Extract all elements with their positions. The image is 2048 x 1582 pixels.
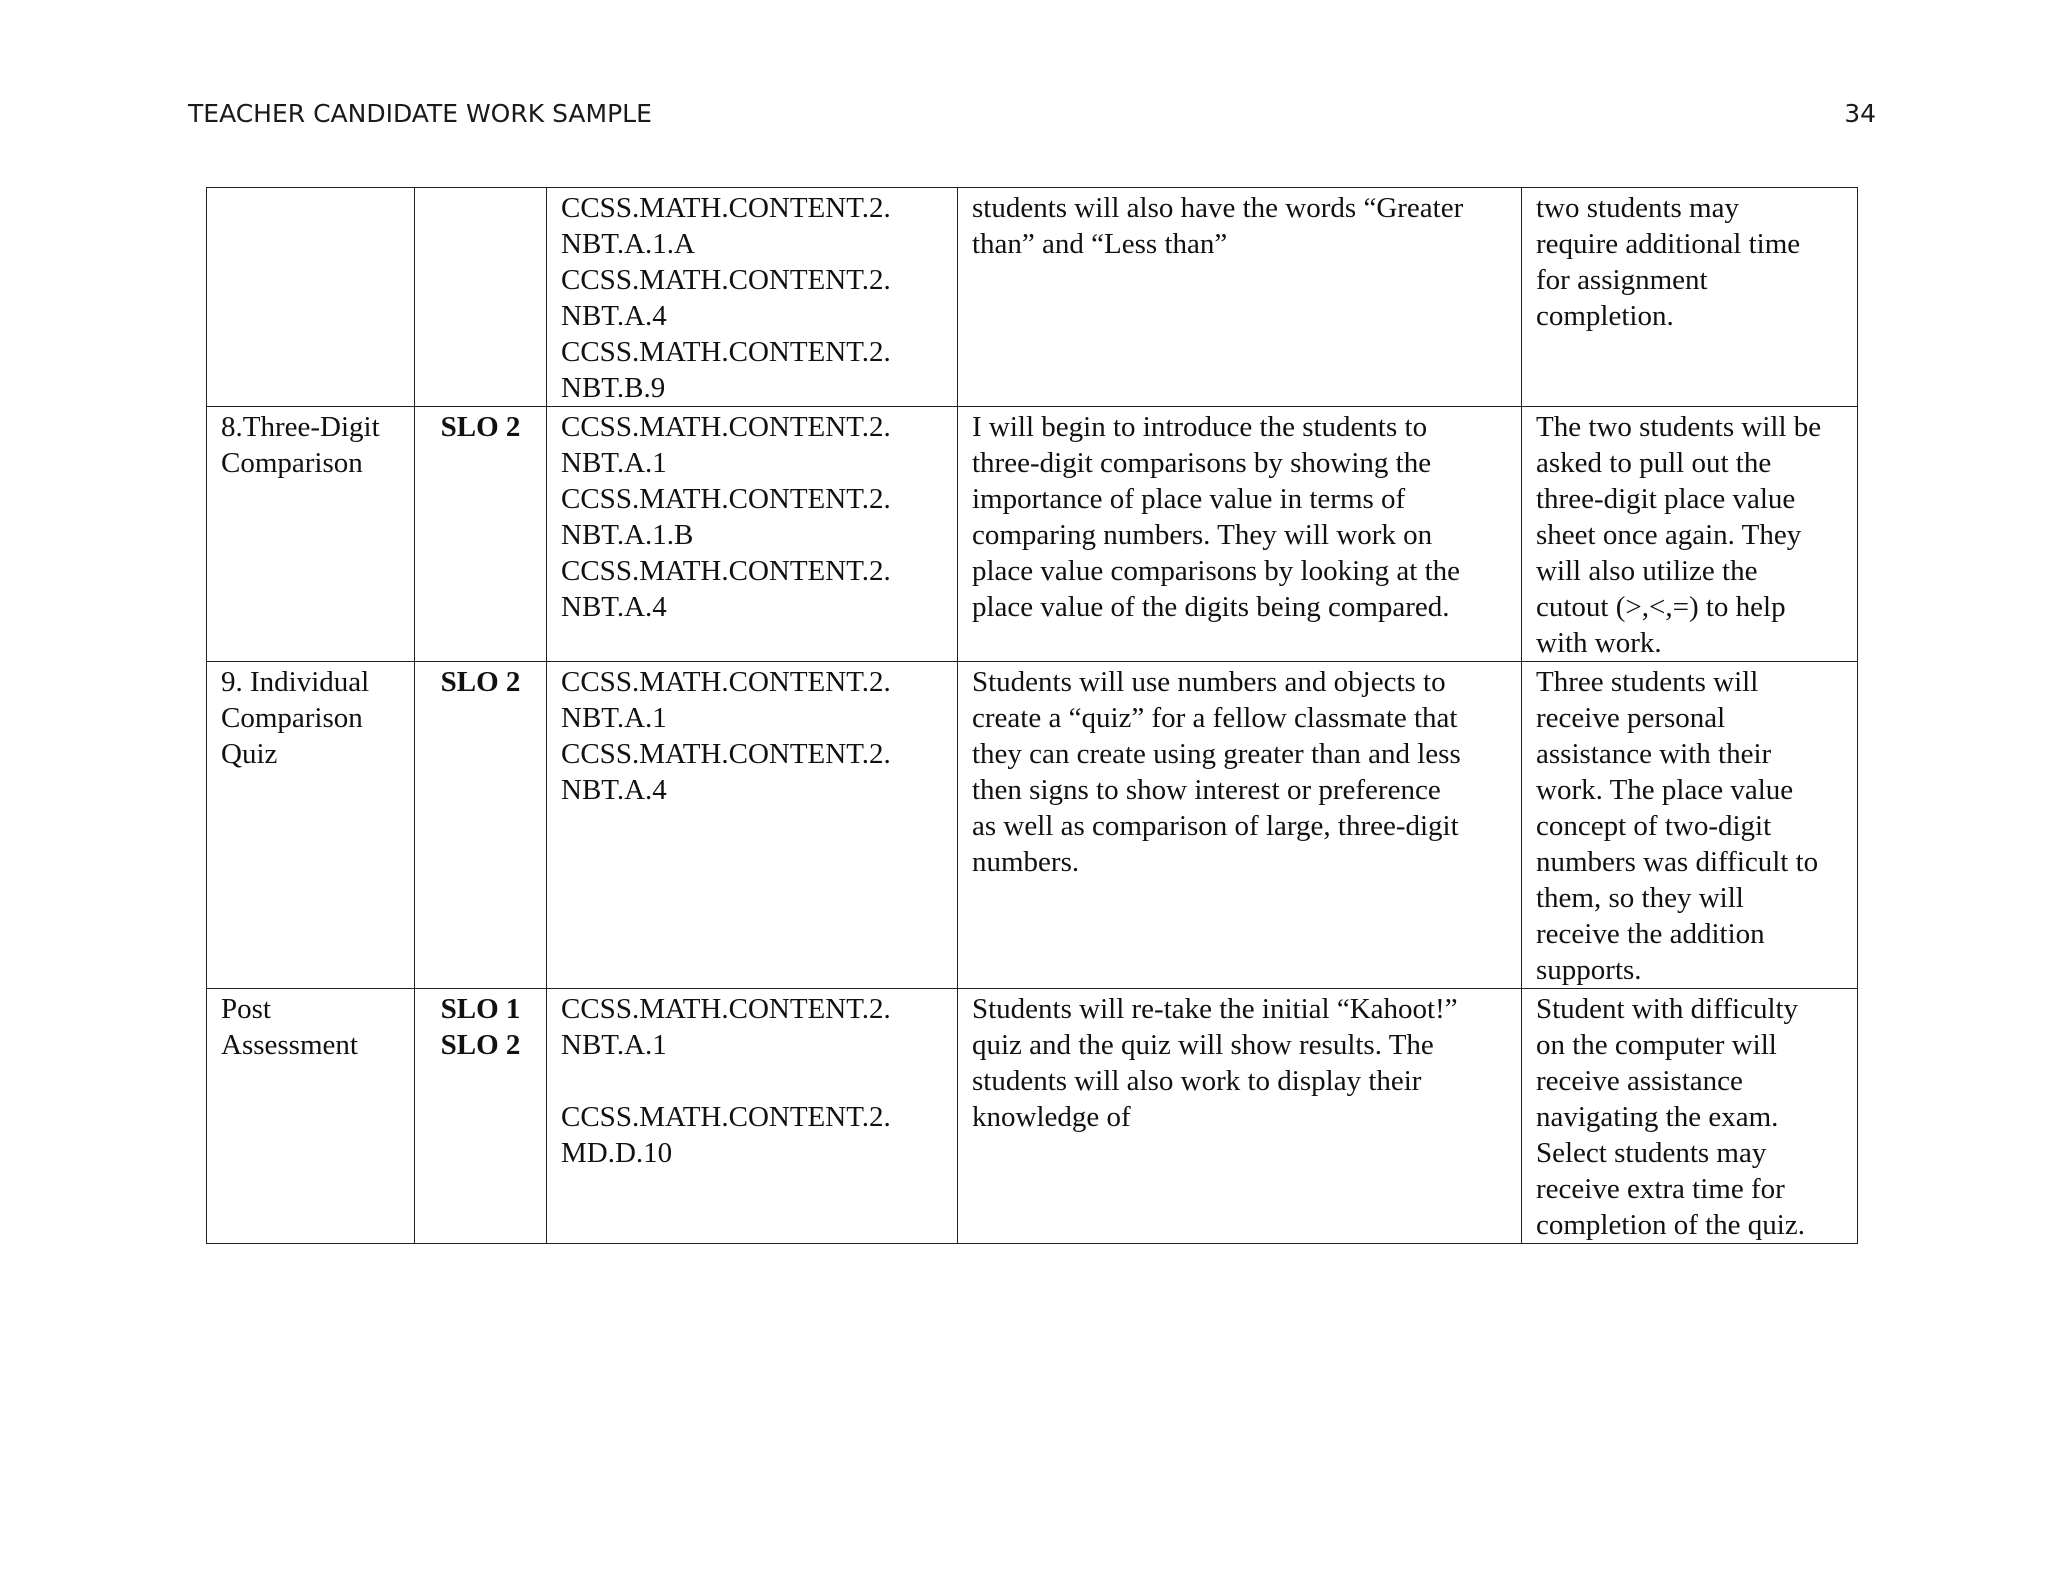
lesson-line: Assessment (221, 1029, 358, 1061)
slo-cell (415, 662, 547, 989)
description-cell (958, 407, 1522, 662)
table-row (207, 662, 1858, 989)
description-line: as well as comparison of large, three-digit (972, 810, 1459, 842)
accommodations-line: work. The place value (1536, 774, 1794, 806)
slo-label: SLO 2 (440, 666, 521, 698)
accommodations-line: three-digit place value (1536, 483, 1796, 515)
standards-line: CCSS.MATH.CONTENT.2. (561, 738, 891, 770)
standards-line: NBT.A.1 (561, 447, 667, 479)
slo-cell (415, 989, 547, 1244)
standards-line: CCSS.MATH.CONTENT.2. (561, 336, 891, 368)
description-line: place value of the digits being compared. (972, 591, 1450, 623)
lesson-line: 9. Individual (221, 666, 370, 698)
description-cell (958, 662, 1522, 989)
description-line: quiz and the quiz will show results. The (972, 1029, 1434, 1061)
accommodations-line: receive assistance (1536, 1065, 1743, 1097)
accommodations-line: receive the addition (1536, 918, 1765, 950)
accommodations-line: sheet once again. They (1536, 519, 1802, 551)
table-row (207, 188, 1858, 407)
document-title: TEACHER CANDIDATE WORK SAMPLE (188, 99, 652, 128)
slo-label: SLO 1 (440, 993, 521, 1025)
accommodations-line: cutout (>,<,=) to help (1536, 591, 1786, 623)
description-line: students will also work to display their (972, 1065, 1422, 1097)
accommodations-line: asked to pull out the (1536, 447, 1772, 479)
standards-cell (547, 662, 958, 989)
accommodations-cell (1522, 407, 1858, 662)
accommodations-line: receive extra time for (1536, 1173, 1785, 1205)
lesson-cell (207, 188, 415, 407)
lesson-cell (207, 407, 415, 662)
accommodations-line: will also utilize the (1536, 555, 1758, 587)
lesson-plan-table (206, 187, 1858, 1244)
description-line: create a “quiz” for a fellow classmate that (972, 702, 1458, 734)
standards-line: NBT.A.4 (561, 774, 667, 806)
standards-cell (547, 989, 958, 1244)
description-line: place value comparisons by looking at the (972, 555, 1461, 587)
standards-line: NBT.A.1 (561, 702, 667, 734)
description-line: then signs to show interest or preference (972, 774, 1441, 806)
accommodations-line: completion. (1536, 300, 1674, 332)
standards-line: NBT.A.4 (561, 300, 667, 332)
standards-line: CCSS.MATH.CONTENT.2. (561, 1101, 891, 1133)
slo-cell (415, 188, 547, 407)
page-number: 34 (1844, 99, 1876, 128)
description-line: Students will use numbers and objects to (972, 666, 1446, 698)
lesson-cell (207, 662, 415, 989)
accommodations-line: assistance with their (1536, 738, 1772, 770)
standards-line: NBT.A.1 (561, 1029, 667, 1061)
lesson-line: Quiz (221, 738, 278, 770)
description-line: numbers. (972, 846, 1080, 878)
standards-line: NBT.B.9 (561, 372, 666, 404)
standards-line: NBT.A.1.A (561, 228, 695, 260)
standards-line: CCSS.MATH.CONTENT.2. (561, 411, 891, 443)
standards-line: MD.D.10 (561, 1137, 673, 1169)
standards-line: CCSS.MATH.CONTENT.2. (561, 192, 891, 224)
accommodations-line: with work. (1536, 627, 1662, 659)
slo-label: SLO 2 (440, 411, 521, 443)
standards-spacer (561, 1063, 944, 1099)
description-line: I will begin to introduce the students to (972, 411, 1428, 443)
accommodations-cell (1522, 989, 1858, 1244)
lesson-line: Comparison (221, 702, 363, 734)
description-line: they can create using greater than and less (972, 738, 1461, 770)
slo-cell (415, 407, 547, 662)
accommodations-cell (1522, 188, 1858, 407)
slo-label: SLO 2 (440, 1029, 521, 1061)
lesson-line: Comparison (221, 447, 363, 479)
accommodations-line: Student with difficulty (1536, 993, 1799, 1025)
standards-line: CCSS.MATH.CONTENT.2. (561, 264, 891, 296)
accommodations-cell (1522, 662, 1858, 989)
accommodations-line: on the computer will (1536, 1029, 1777, 1061)
accommodations-line: two students may (1536, 192, 1739, 224)
accommodations-line: numbers was difficult to (1536, 846, 1819, 878)
accommodations-line: for assignment (1536, 264, 1708, 296)
description-line: three-digit comparisons by showing the (972, 447, 1432, 479)
standards-cell (547, 188, 958, 407)
lesson-cell (207, 989, 415, 1244)
accommodations-line: them, so they will (1536, 882, 1744, 914)
standards-cell (547, 407, 958, 662)
description-line: than” and “Less than” (972, 228, 1228, 260)
standards-line: CCSS.MATH.CONTENT.2. (561, 483, 891, 515)
description-line: knowledge of (972, 1101, 1131, 1133)
accommodations-line: The two students will be (1536, 411, 1822, 443)
standards-line: NBT.A.1.B (561, 519, 694, 551)
standards-line: CCSS.MATH.CONTENT.2. (561, 555, 891, 587)
accommodations-line: receive personal (1536, 702, 1726, 734)
running-header (188, 98, 1876, 130)
table-row (207, 407, 1858, 662)
accommodations-line: Three students will (1536, 666, 1759, 698)
description-line: Students will re-take the initial “Kahoot!” (972, 993, 1458, 1025)
accommodations-line: Select students may (1536, 1137, 1767, 1169)
description-cell (958, 989, 1522, 1244)
lesson-line: 8.Three-Digit (221, 411, 380, 443)
description-cell (958, 188, 1522, 407)
accommodations-line: completion of the quiz. (1536, 1209, 1805, 1241)
accommodations-line: supports. (1536, 954, 1642, 986)
description-line: comparing numbers. They will work on (972, 519, 1433, 551)
lesson-line: Post (221, 993, 271, 1025)
standards-line: CCSS.MATH.CONTENT.2. (561, 666, 891, 698)
standards-line: NBT.A.4 (561, 591, 667, 623)
standards-line: CCSS.MATH.CONTENT.2. (561, 993, 891, 1025)
accommodations-line: navigating the exam. (1536, 1101, 1779, 1133)
description-line: students will also have the words “Greater (972, 192, 1464, 224)
table-row (207, 989, 1858, 1244)
accommodations-line: concept of two-digit (1536, 810, 1772, 842)
accommodations-line: require additional time (1536, 228, 1801, 260)
description-line: importance of place value in terms of (972, 483, 1406, 515)
